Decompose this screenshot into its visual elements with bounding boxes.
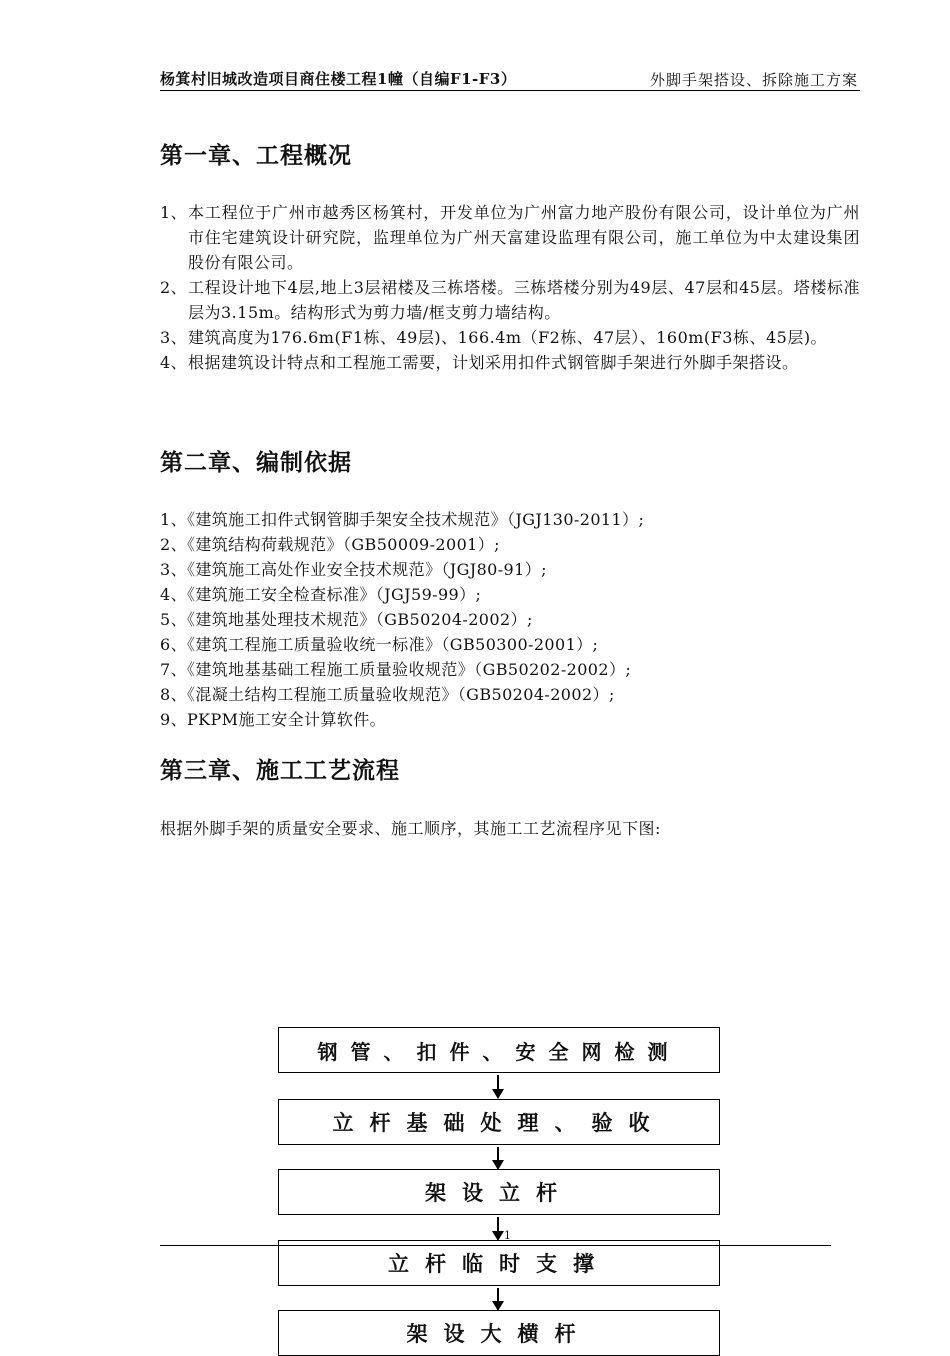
header-project-title: 杨箕村旧城改造项目商住楼工程1幢（自编F1-F3） [160,70,517,88]
flow-step-erect-poles: 架设立杆 [278,1169,720,1215]
reference-item: 9、PKPM施工安全计算软件。 [160,710,387,729]
page-number: 1 [504,1229,511,1242]
flow-step-foundation: 立杆基础处理、验收 [278,1099,720,1145]
flow-arrow-down-icon [497,1075,499,1097]
flow-step-temporary-support: 立杆临时支撑 [278,1240,720,1286]
chapter1-title: 第一章、工程概况 [160,142,352,169]
chapter2-reference-list [160,507,860,732]
flow-arrow-down-icon [497,1147,499,1168]
reference-item: 1、《建筑施工扣件式钢管脚手架安全技术规范》（JGJ130-2011）; [160,510,645,529]
list-item: 2、 工程设计地下4层,地上3层裙楼及三栋塔楼。三栋塔楼分别为49层、47层和45层。塔楼标准层为3.15m。结构形式为剪力墙/框支剪力墙结构。 [160,278,860,322]
flow-step-material-inspection: 钢管、扣件、安全网检测 [278,1027,720,1073]
reference-item: 4、《建筑施工安全检查标准》（JGJ59-99）; [160,585,482,604]
list-item: 3、 建筑高度为176.6m(F1栋、49层)、166.4m（F2栋、47层）、160m(F3栋、45层)。 [160,328,828,347]
header-document-title: 外脚手架搭设、拆除施工方案 [649,71,858,89]
chapter3-title: 第三章、施工工艺流程 [160,757,400,784]
chapter2-title: 第二章、编制依据 [160,449,352,476]
page-header [160,66,860,91]
reference-item: 5、《建筑地基处理技术规范》（GB50204-2002）; [160,610,533,629]
footer-divider [160,1245,831,1246]
flow-arrow-down-icon [497,1288,499,1309]
list-item: 1、 本工程位于广州市越秀区杨箕村，开发单位为广州富力地产股份有限公司，设计单位为广州市住宅建筑设计研究院，监理单位为广州天富建设监理有限公司，施工单位为中太建设集团股份有限公司。 [160,203,860,272]
reference-item: 6、《建筑工程施工质量验收统一标准》（GB50300-2001）; [160,635,599,654]
flow-step-ledgers: 架设大横杆 [278,1310,720,1356]
reference-item: 7、《建筑地基基础工程施工质量验收规范》（GB50202-2002）; [160,660,632,679]
flow-arrow-down-icon [497,1217,499,1239]
list-item: 4、 根据建筑设计特点和工程施工需要，计划采用扣件式钢管脚手架进行外脚手架搭设。 [160,353,799,372]
chapter1-list [160,200,860,375]
reference-item: 3、《建筑施工高处作业安全技术规范》（JGJ80-91）; [160,560,547,579]
chapter3-intro: 根据外脚手架的质量安全要求、施工顺序，其施工工艺流程序见下图: [160,819,661,838]
reference-item: 8、《混凝土结构工程施工质量验收规范》（GB50204-2002）; [160,685,615,704]
reference-item: 2、《建筑结构荷载规范》（GB50009-2001）; [160,535,500,554]
